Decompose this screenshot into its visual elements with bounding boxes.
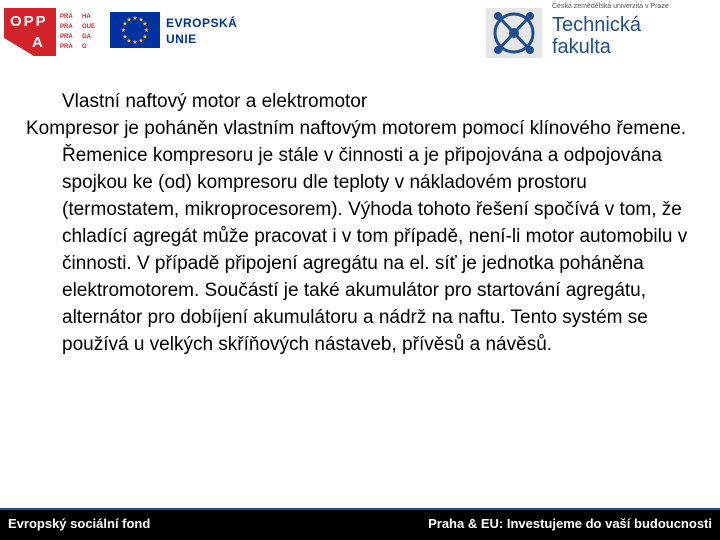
footer [0, 508, 720, 540]
svg-text:★: ★ [132, 15, 138, 22]
eu-logo-line2: UNIE [166, 32, 197, 46]
opp-logo-line2: A [32, 34, 45, 51]
svg-text:★: ★ [138, 16, 144, 24]
eu-stars-icon [110, 12, 160, 48]
slide-content [26, 88, 696, 358]
faculty-title-line1: Technická [552, 14, 641, 36]
svg-text:★: ★ [120, 27, 127, 34]
faculty-emblem-icon [484, 6, 544, 60]
svg-text:★: ★ [122, 33, 128, 41]
technical-faculty-logo [484, 0, 714, 64]
faculty-title [552, 14, 641, 58]
svg-text:★: ★ [126, 37, 132, 45]
faculty-title-line2: fakulta [552, 36, 611, 58]
opp-side-7: G [82, 44, 87, 50]
opp-side-0: PRA [60, 14, 73, 20]
opp-side-6: PRA [60, 44, 73, 50]
svg-text:★: ★ [122, 20, 128, 28]
svg-text:★: ★ [142, 33, 148, 41]
opp-side-5: GA [82, 34, 91, 40]
opp-logo-cut [4, 38, 34, 56]
svg-text:★: ★ [132, 39, 138, 46]
opp-prague-logo [4, 8, 104, 56]
eu-flag-icon [110, 12, 160, 48]
header [0, 0, 720, 70]
eu-logo-line1: EVROPSKÁ [166, 16, 238, 30]
svg-text:★: ★ [138, 37, 144, 45]
opp-logo-text [10, 12, 48, 51]
footer-accent-bar [0, 508, 720, 510]
eu-logo [110, 12, 260, 52]
eu-logo-text [166, 15, 237, 47]
opp-logo-side-text [60, 12, 104, 52]
slide-subheading: Vlastní naftový motor a elektromotor [62, 91, 368, 112]
footer-right-text: Praha & EU: Investujeme do vaší budoucnosti [428, 516, 712, 531]
opp-logo-line1: OPP [10, 13, 48, 30]
opp-side-1: HA [82, 14, 91, 20]
svg-text:★: ★ [126, 16, 132, 24]
faculty-university-name: Česká zemědělská univerzita v Praze [552, 3, 669, 10]
opp-side-4: PRA [60, 34, 73, 40]
svg-text:★: ★ [143, 27, 150, 34]
svg-text:★: ★ [142, 20, 148, 28]
opp-side-3: GUE [82, 24, 96, 30]
footer-left-text: Evropský sociální fond [8, 516, 151, 531]
opp-side-2: PRA [60, 24, 73, 30]
slide-paragraph: Kompresor je poháněn vlastním naftovým motorem pomocí klínového řemene. Řemenice kompresoru je stále v činnosti a je připojována a odpojována spojkou ke (od) kompresoru dle teploty v nákladovém prostoru (termostatem, mikroprocesorem). Výhoda tohoto řešení spočívá v tom, že chladící agregát může pracovat i v tom případě, není-li motor automobilu v činnosti. V případě připojení agregátu na el. síť je jednotka poháněna elektromotorem. Součástí je také akumulátor pro startování agregátu, alternátor pro dobíjení akumulátoru a nádrž na naftu. Tento systém se používá u velkých skříňových nástaveb, přívěsů a návěsů. [26, 118, 688, 355]
